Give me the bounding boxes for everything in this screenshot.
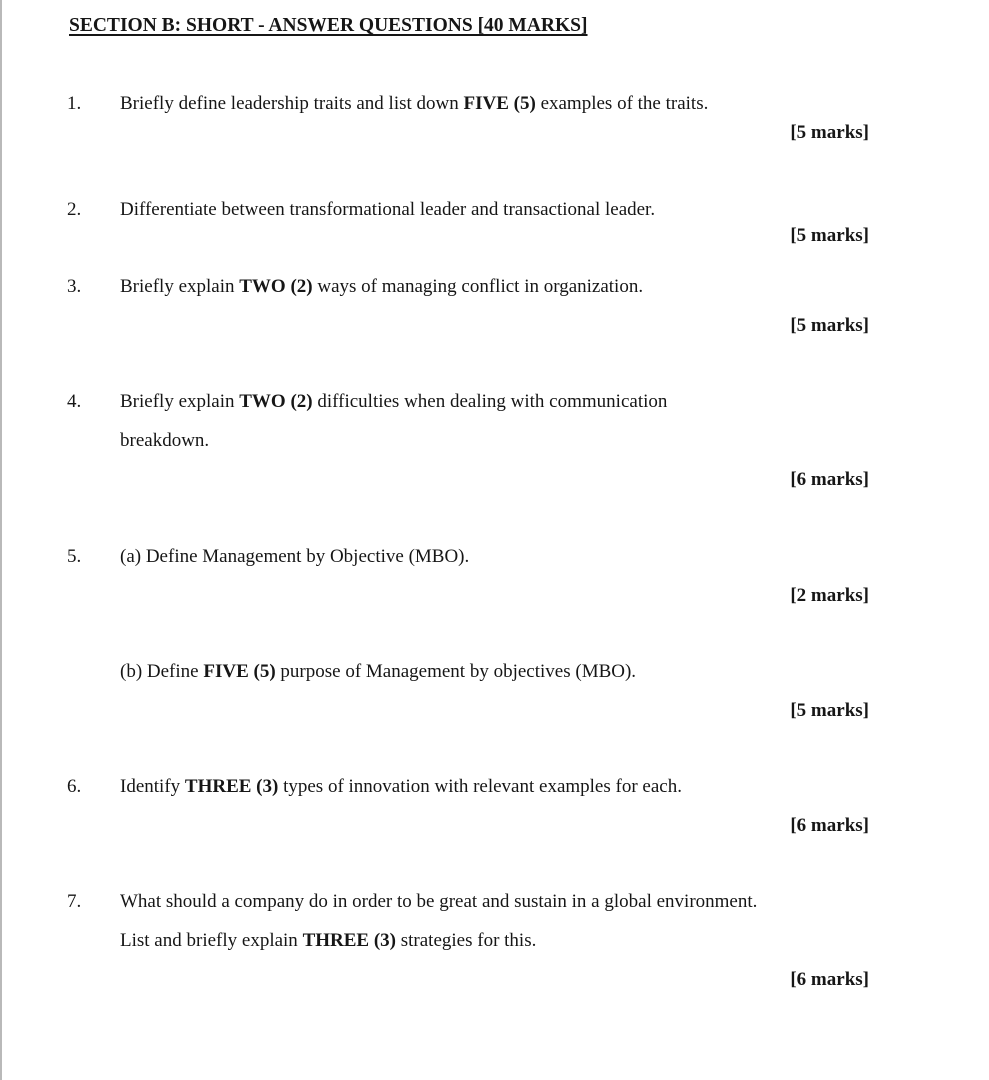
question-5b-emphasis: FIVE (5) [203,661,276,682]
question-6-text-part: types of innovation with relevant examples for each. [278,776,682,797]
question-5-number: 5. [67,546,82,567]
question-1-text-part: examples of the traits. [535,93,709,114]
question-7-text-line2 [120,931,536,950]
question-4-text-part: Briefly explain [120,391,240,412]
question-3-text-part: ways of managing conflict in organization. [312,276,644,297]
question-1-text-part: Briefly define leadership traits and list down [120,93,464,114]
question-4-emphasis: TWO (2) [239,391,313,412]
question-4-marks: [6 marks] [790,469,869,490]
question-5b-text [120,662,636,681]
question-3-emphasis: TWO (2) [239,276,313,297]
question-5b-text-part: purpose of Management by objectives (MBO). [275,661,637,682]
question-2-text-part: Differentiate between transformational leader and transactional leader. [120,199,656,220]
question-2-number: 2. [67,199,82,220]
question-6-text [120,777,682,796]
question-1-number: 1. [67,93,82,114]
question-7-text-part: List and briefly explain [120,930,303,951]
question-5a-text: (a) Define Management by Objective (MBO). [120,546,470,567]
question-7-emphasis: THREE (3) [302,930,396,951]
question-1-marks: [5 marks] [790,122,869,143]
question-7-text-line1: What should a company do in order to be great and sustain in a global environment. [120,891,758,912]
question-7-text-part: strategies for this. [396,930,537,951]
page-left-edge [0,0,2,1080]
section-title: SECTION B: SHORT - ANSWER QUESTIONS [40 MARKS] [69,15,588,36]
question-4-text [120,392,667,411]
question-3-text [120,277,643,296]
question-2-marks: [5 marks] [790,225,869,246]
question-4-text-part: difficulties when dealing with communication [312,391,668,412]
question-3-number: 3. [67,276,82,297]
question-5b-marks: [5 marks] [790,700,869,721]
question-6-number: 6. [67,776,82,797]
question-2-text [120,200,655,219]
question-4-number: 4. [67,391,82,412]
question-3-marks: [5 marks] [790,315,869,336]
question-7-marks: [6 marks] [790,969,869,990]
question-6-emphasis: THREE (3) [184,776,279,797]
question-4-text-line2: breakdown. [120,430,210,451]
question-5b-text-part: (b) Define [120,661,204,682]
question-6-text-part: Identify [120,776,185,797]
question-7-number: 7. [67,891,82,912]
question-1-text [120,94,708,113]
question-3-text-part: Briefly explain [120,276,240,297]
question-6-marks: [6 marks] [790,815,869,836]
question-1-emphasis: FIVE (5) [463,93,536,114]
question-5a-marks: [2 marks] [790,585,869,606]
